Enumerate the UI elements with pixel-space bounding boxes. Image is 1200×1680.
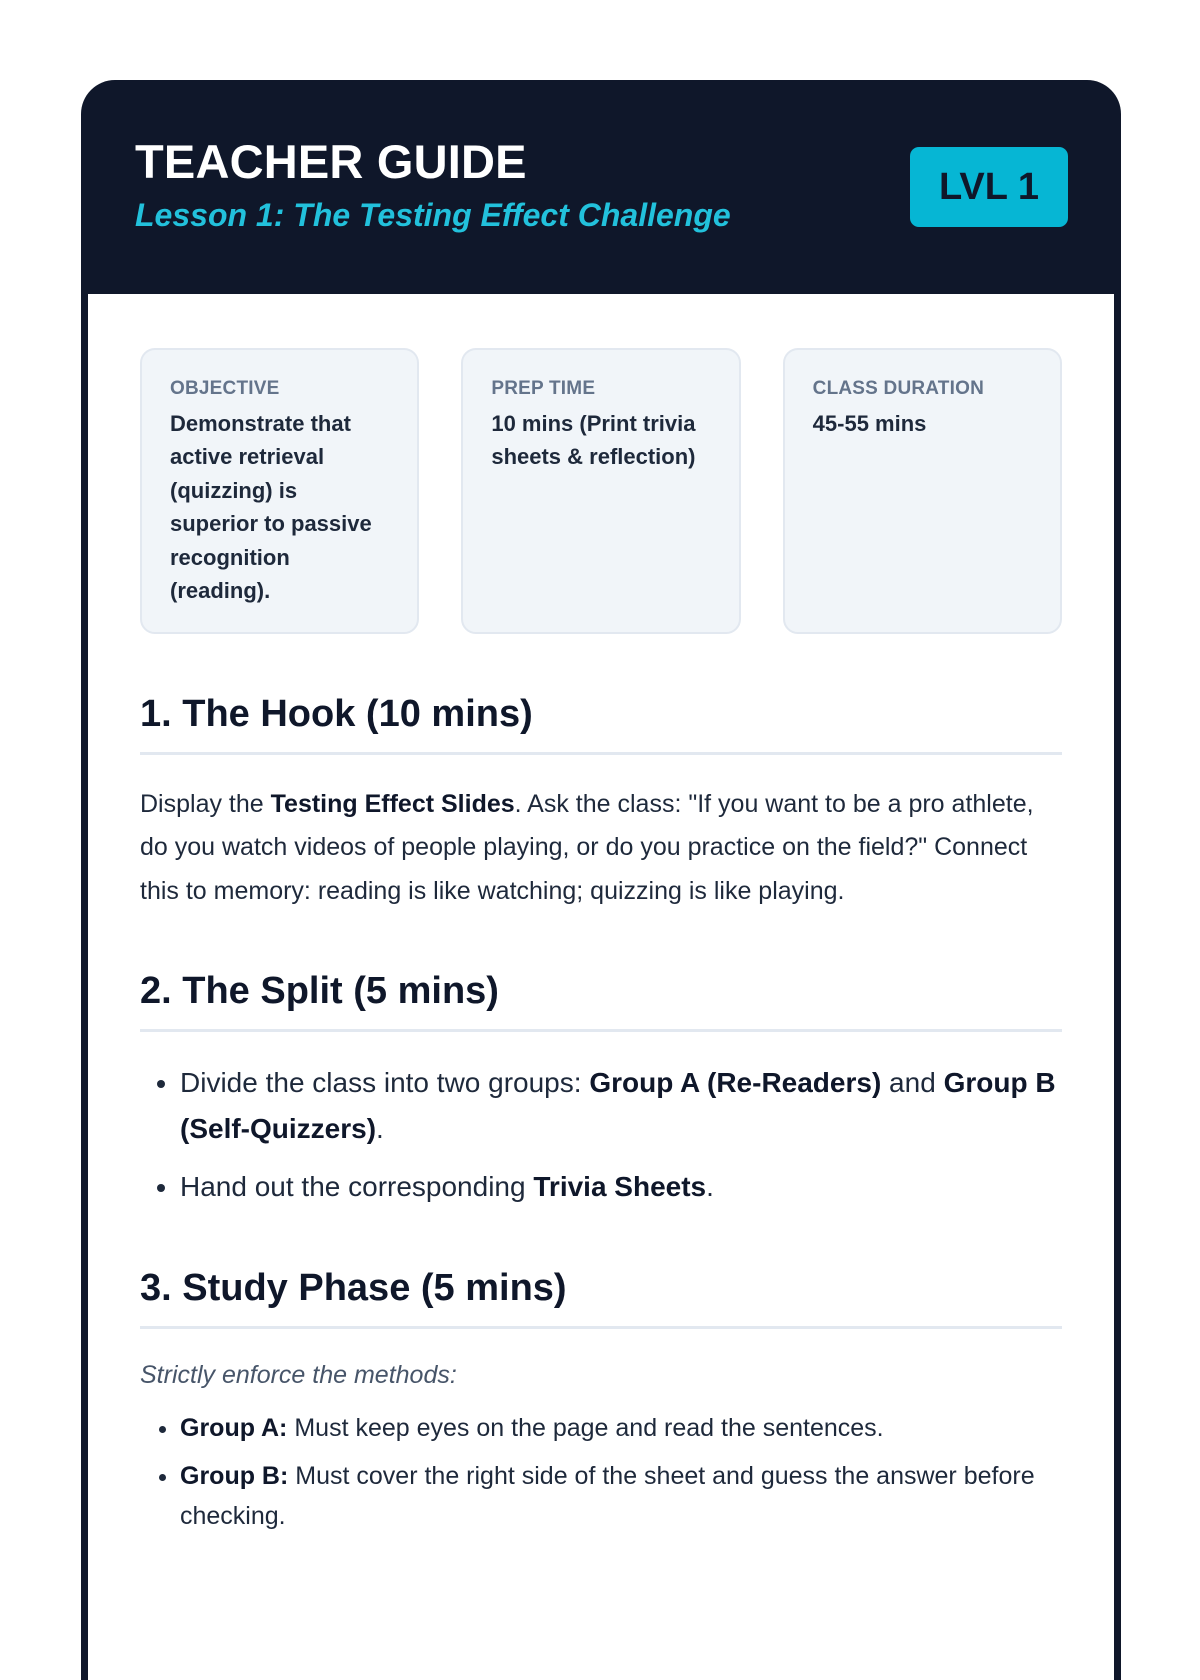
- section-title-study: 3. Study Phase (5 mins): [140, 1266, 1062, 1329]
- hook-bold-slides: Testing Effect Slides: [270, 789, 515, 818]
- level-badge: LVL 1: [910, 147, 1068, 227]
- split-item-2-text-1: Hand out the corresponding: [180, 1171, 534, 1203]
- split-item-1-text-2: and: [881, 1066, 944, 1098]
- study-item-2-bold: Group B:: [180, 1462, 289, 1491]
- study-item-1-bold: Group A:: [180, 1414, 288, 1443]
- class-duration-value: 45-55 mins: [812, 410, 927, 436]
- list-item: [180, 1060, 1062, 1152]
- objective-value: Demonstrate that active retrieval (quizzing) is superior to passive recognition (reading).: [170, 410, 372, 603]
- list-item: [180, 1408, 1062, 1448]
- lesson-subtitle: Lesson 1: The Testing Effect Challenge: [135, 197, 731, 233]
- class-duration-card: [783, 348, 1062, 634]
- info-cards-row: [140, 348, 1062, 634]
- study-list: [140, 1408, 1062, 1536]
- objective-label: OBJECTIVE: [170, 378, 280, 399]
- split-item-1-text-3: .: [376, 1112, 384, 1144]
- hook-text-1: Display the: [140, 789, 271, 818]
- section-title-split: 2. The Split (5 mins): [140, 969, 1062, 1032]
- section-title-hook: 1. The Hook (10 mins): [140, 692, 1062, 755]
- study-item-2-text: Must cover the right side of the sheet and guess the answer before checking.: [180, 1462, 1035, 1531]
- guide-content: [88, 294, 1114, 1680]
- split-item-2-text-2: .: [706, 1171, 714, 1203]
- page-title: TEACHER GUIDE: [135, 135, 527, 188]
- teacher-guide-card: [81, 80, 1121, 1680]
- hook-text-2: . Ask the class: "If you want to be a pro athlete, do you watch videos of people playing, or do you practice on the field?" Connect this to memory: reading is like watching; quizzing is like playing.: [140, 789, 1034, 905]
- list-item: [180, 1456, 1062, 1536]
- prep-time-card: [461, 348, 740, 634]
- prep-time-value: 10 mins (Print trivia sheets & reflection): [491, 410, 696, 470]
- hook-paragraph: [140, 783, 1062, 914]
- class-duration-label: CLASS DURATION: [812, 378, 984, 399]
- objective-card: [140, 348, 419, 634]
- split-item-1-text-1: Divide the class into two groups:: [180, 1066, 590, 1098]
- list-item: [180, 1164, 1062, 1210]
- split-item-2-bold-1: Trivia Sheets: [533, 1171, 707, 1203]
- split-list: [140, 1060, 1062, 1211]
- study-item-1-text: Must keep eyes on the page and read the sentences.: [287, 1414, 884, 1443]
- split-item-1-bold-1: Group A (Re-Readers): [589, 1066, 882, 1098]
- guide-header: [81, 80, 1121, 294]
- prep-time-label: PREP TIME: [491, 378, 596, 399]
- study-note: Strictly enforce the methods:: [140, 1360, 457, 1389]
- split-item-1-bold-2: Group B (Self-Quizzers): [180, 1066, 1056, 1144]
